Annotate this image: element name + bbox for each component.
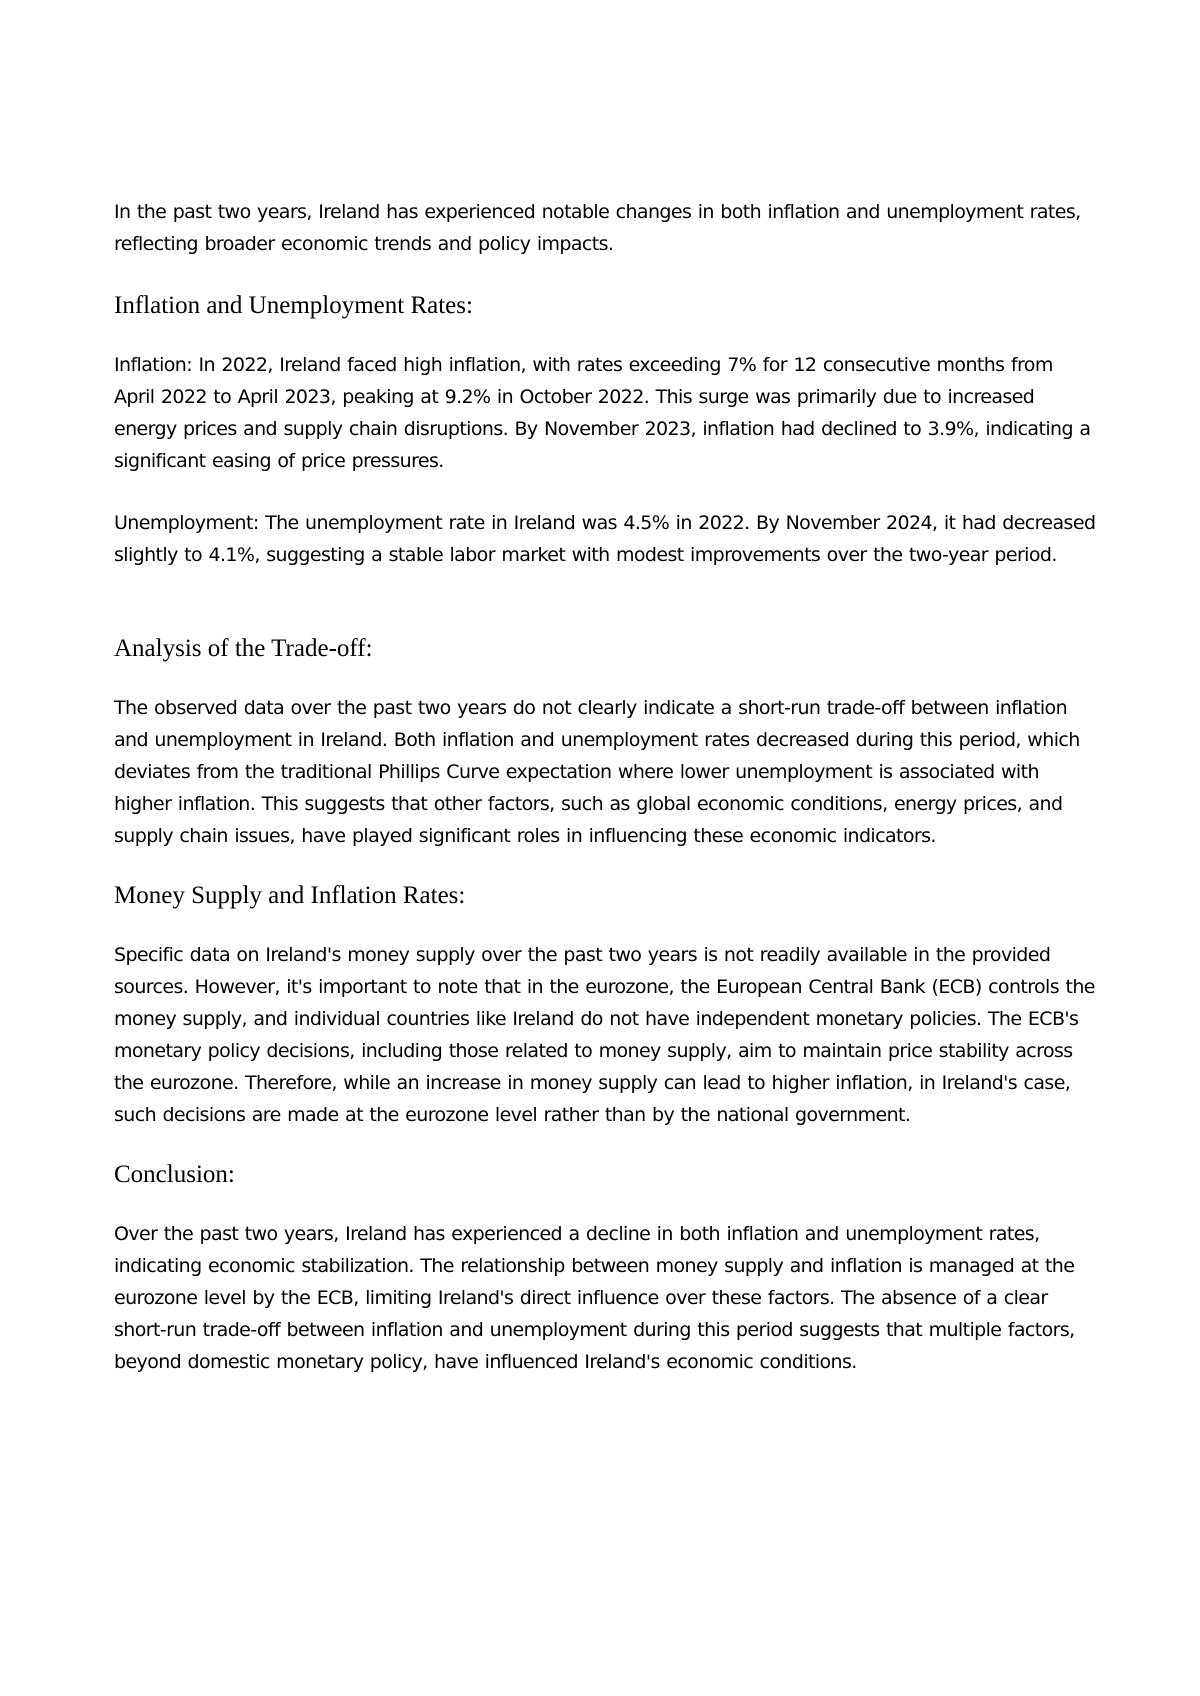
- intro-paragraph: In the past two years, Ireland has experienced notable changes in both inflation and unemployment rates, reflecting broader economic trends and policy impacts.: [114, 201, 1081, 255]
- section-heading-money-supply: Money Supply and Inflation Rates:: [114, 882, 466, 909]
- money-supply-paragraph: Specific data on Ireland's money supply over the past two years is not readily available in the provided sources. However, it's important to note that in the eurozone, the European Central Bank (ECB) controls the money supply, and individual countries like Ireland do not have independent monetary policies. The ECB's monetary policy decisions, including those related to money supply, aim to maintain price stability across the eurozone. Therefore, while an increase in money supply can lead to higher inflation, in Ireland's case, such decisions are made at the eurozone level rather than by the national government.: [114, 944, 1095, 1126]
- trade-off-paragraph: The observed data over the past two years do not clearly indicate a short-run trade-off between inflation and unemployment in Ireland. Both inflation and unemployment rates decreased during this period, which deviates from the traditional Phillips Curve expectation where lower unemployment is associated with higher inflation. This suggests that other factors, such as global economic conditions, energy prices, and supply chain issues, have played significant roles in influencing these economic indicators.: [114, 697, 1080, 847]
- conclusion-paragraph: Over the past two years, Ireland has experienced a decline in both inflation and unemployment rates, indicating economic stabilization. The relationship between money supply and inflation is managed at the eurozone level by the ECB, limiting Ireland's direct influence over these factors. The absence of a clear short-run trade-off between inflation and unemployment during this period suggests that multiple factors, beyond domestic monetary policy, have influenced Ireland's economic conditions.: [114, 1223, 1075, 1373]
- section-heading-conclusion: Conclusion:: [114, 1161, 235, 1188]
- section-heading-inflation-unemployment: Inflation and Unemployment Rates:: [114, 292, 473, 319]
- section-heading-trade-off: Analysis of the Trade-off:: [114, 635, 373, 662]
- document-page: [114, 196, 1099, 1378]
- inflation-paragraph: Inflation: In 2022, Ireland faced high inflation, with rates exceeding 7% for 12 consecutive months from April 2022 to April 2023, peaking at 9.2% in October 2022. This surge was primarily due to increased energy prices and supply chain disruptions. By November 2023, inflation had declined to 3.9%, indicating a significant easing of price pressures.: [114, 354, 1091, 472]
- unemployment-paragraph: Unemployment: The unemployment rate in Ireland was 4.5% in 2022. By November 2024, it had decreased slightly to 4.1%, suggesting a stable labor market with modest improvements over the two-year period.: [114, 512, 1096, 566]
